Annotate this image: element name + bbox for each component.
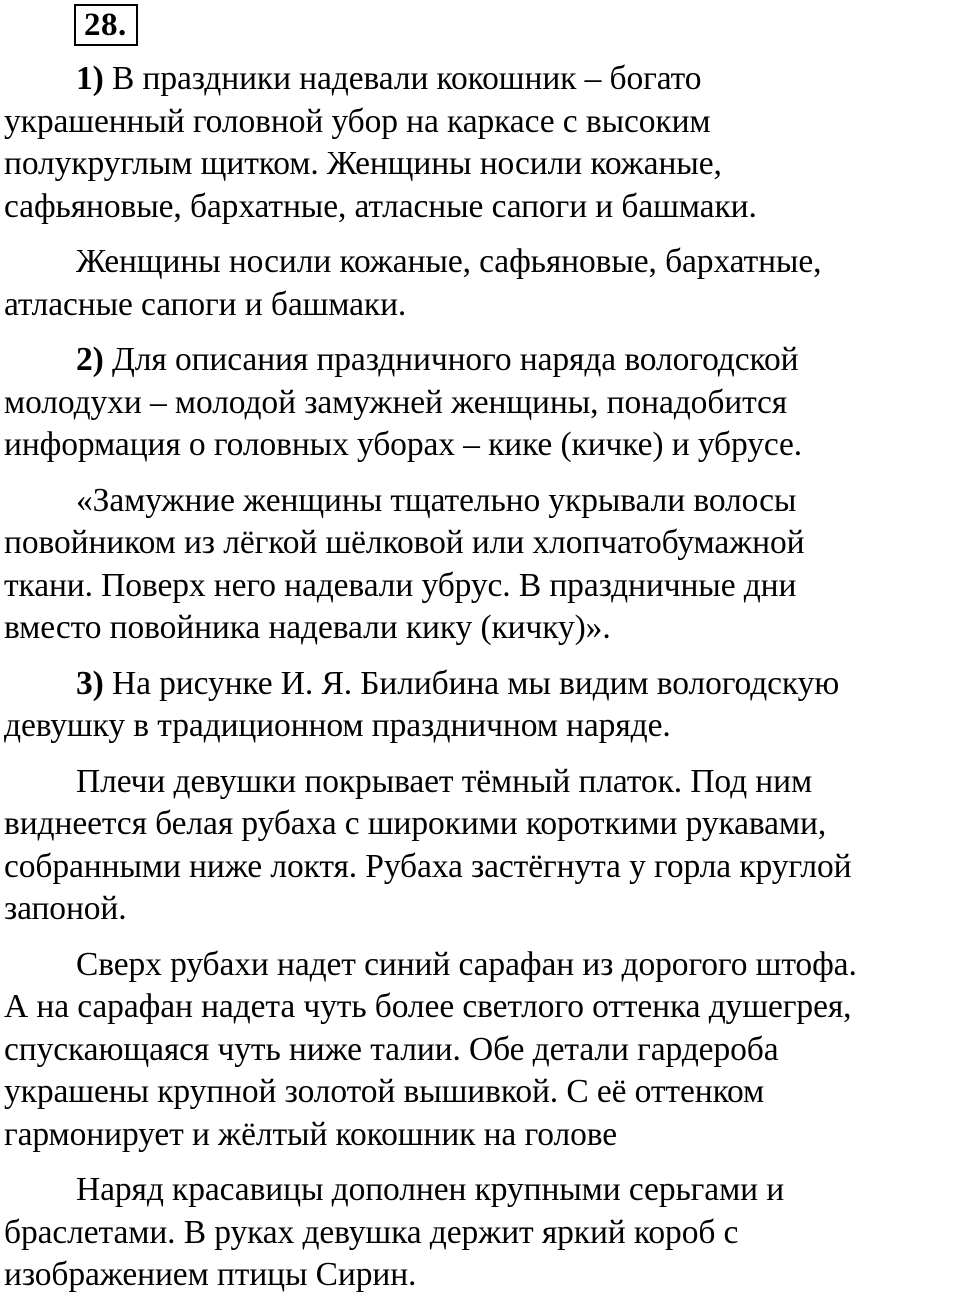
line-text: Плечи девушки покрывает тёмный платок. Под ним <box>76 762 813 800</box>
text-line <box>4 1114 960 1157</box>
text-line <box>4 58 960 101</box>
line-text: Сверх рубахи надет синий сарафан из дорогого штофа. <box>76 945 857 983</box>
text-line <box>4 607 960 650</box>
text-line <box>4 143 960 186</box>
text-line <box>4 339 960 382</box>
text-line <box>4 1071 960 1114</box>
text-line <box>4 705 960 748</box>
text-line <box>4 424 960 467</box>
text-line <box>4 1029 960 1072</box>
line-text: изображением птицы Сирин. <box>4 1256 417 1293</box>
paragraph <box>4 58 960 228</box>
line-text: сафьяновые, бархатные, атласные сапоги и башмаки. <box>4 187 757 225</box>
line-text: А на сарафан надета чуть более светлого оттенка душегрея, <box>4 988 852 1025</box>
paragraph <box>4 944 960 1157</box>
line-text: повойником из лёгкой шёлковой или хлопчатобумажной <box>4 524 805 561</box>
text-line <box>4 663 960 706</box>
paragraph <box>4 761 960 931</box>
text-line <box>4 480 960 523</box>
line-text: атласные сапоги и башмаки. <box>4 285 407 323</box>
line-text: Наряд красавицы дополнен крупными серьгами и <box>76 1171 785 1208</box>
line-text: браслетами. В руках девушка держит яркий короб с <box>4 1213 739 1251</box>
line-text: ткани. Поверх него надевали убрус. В праздничные дни <box>4 566 797 604</box>
text-line <box>4 1254 960 1297</box>
text-line <box>4 761 960 804</box>
text-line <box>4 241 960 284</box>
line-text: девушку в традиционном праздничном наряде. <box>4 707 671 744</box>
item-number: 3) <box>76 664 104 702</box>
line-text: информация о головных уборах – кике (кичке) и убрусе. <box>4 426 803 463</box>
line-text: спускающаяся чуть ниже талии. Обе детали гардероба <box>4 1030 779 1068</box>
text-line <box>4 186 960 229</box>
line-text: вместо повойника надевали кику (кичку)». <box>4 609 611 646</box>
line-text: запоной. <box>4 890 127 927</box>
task-number-box <box>74 4 138 46</box>
text-line <box>4 888 960 931</box>
paragraph <box>4 663 960 748</box>
line-text: Для описания праздничного наряда вологодской <box>112 341 799 378</box>
item-number: 2) <box>76 341 104 378</box>
line-text: В праздники надевали кокошник – богато <box>112 60 702 97</box>
line-text: На рисунке И. Я. Билибина мы видим вологодскую <box>112 664 840 702</box>
task-number: 28. <box>84 7 127 43</box>
paragraph <box>4 241 960 326</box>
line-text: полукруглым щитком. Женщины носили кожаные, <box>4 145 722 182</box>
paragraph <box>4 1169 960 1297</box>
line-text: украшены крупной золотой вышивкой. С её оттенком <box>4 1073 765 1110</box>
line-text: молодухи – молодой замужней женщины, понадобится <box>4 383 788 421</box>
paragraph <box>4 480 960 650</box>
line-text: «Замужние женщины тщательно укрывали волосы <box>76 481 797 519</box>
text-line <box>4 382 960 425</box>
answer-text <box>4 58 960 1310</box>
text-line <box>4 1169 960 1212</box>
text-line <box>4 565 960 608</box>
line-text: Женщины носили кожаные, сафьяновые, бархатные, <box>76 243 822 280</box>
line-text: виднеется белая рубаха с широкими короткими рукавами, <box>4 805 827 842</box>
text-line <box>4 944 960 987</box>
text-line <box>4 284 960 327</box>
text-line <box>4 522 960 565</box>
text-line <box>4 1212 960 1255</box>
line-text: украшенный головной убор на каркасе с высоким <box>4 102 711 140</box>
text-line <box>4 986 960 1029</box>
text-line <box>4 803 960 846</box>
item-number: 1) <box>76 60 104 97</box>
text-line <box>4 101 960 144</box>
paragraph <box>4 339 960 467</box>
text-line <box>4 846 960 889</box>
line-text: собранными ниже локтя. Рубаха застёгнута у горла круглой <box>4 847 852 885</box>
line-text: гармонирует и жёлтый кокошник на голове <box>4 1115 618 1153</box>
